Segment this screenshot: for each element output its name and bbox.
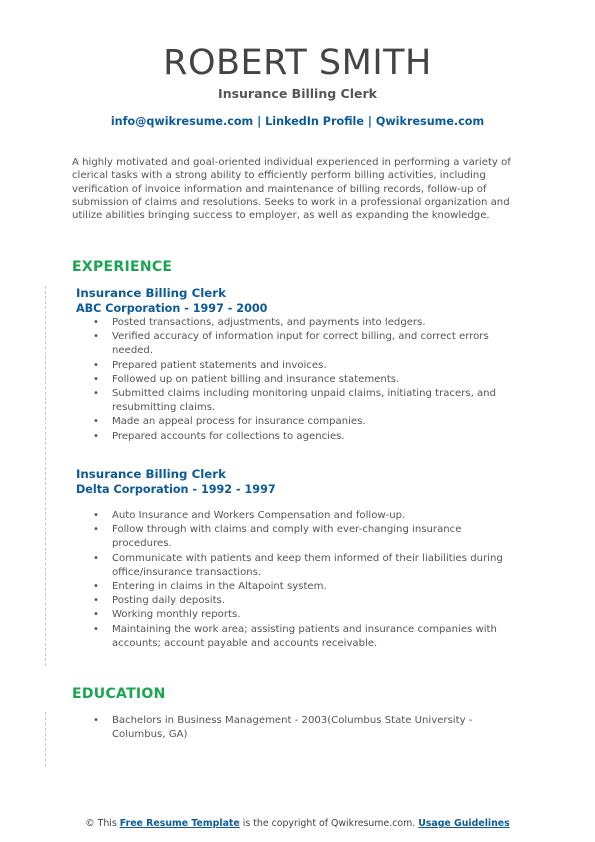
footer-prefix: © This bbox=[85, 818, 117, 829]
bullet-item: • Posted transactions, adjustments, and payments into ledgers. bbox=[76, 316, 506, 330]
footer bbox=[0, 818, 595, 829]
bullet-item: • Prepared accounts for collections to agencies. bbox=[76, 430, 506, 444]
footer-copyright-text: is the copyright of Qwikresume.com. bbox=[242, 818, 416, 829]
bullet-item: • Working monthly reports. bbox=[76, 608, 506, 622]
contact-separator: | bbox=[367, 115, 372, 128]
job-entry-1 bbox=[76, 286, 506, 444]
usage-guidelines-link[interactable]: Usage Guidelines bbox=[418, 818, 510, 829]
education-bullets bbox=[76, 714, 506, 742]
summary-paragraph: A highly motivated and goal-oriented individual experienced in performing a variety of clerical tasks with a strong ability to efficiently perform billing activities, including verification of invoice information and maintenance of billing records, follow-up of submission of claims and resolutions. Seeks to work in a professional organization and utilize abilities bringing success to employer, as well as expanding the knowledge. bbox=[72, 157, 511, 222]
education-entry bbox=[76, 714, 506, 742]
bullet-item: • Communicate with patients and keep them informed of their liabilities during office/insurance transactions. bbox=[76, 552, 506, 580]
job-bullets bbox=[76, 509, 506, 651]
experience-divider-line bbox=[45, 286, 46, 666]
job-title: Insurance Billing Clerk bbox=[76, 286, 226, 300]
contact-line bbox=[0, 115, 595, 128]
bullet-item: • Bachelors in Business Management - 2003(Columbus State University - Columbus, GA) bbox=[76, 714, 506, 742]
job-bullets bbox=[76, 316, 506, 444]
bullet-item: • Follow through with claims and comply with ever-changing insurance procedures. bbox=[76, 523, 506, 551]
free-resume-template-link[interactable]: Free Resume Template bbox=[119, 818, 240, 829]
contact-separator: | bbox=[257, 115, 262, 128]
job-entry-2 bbox=[76, 467, 506, 651]
bullet-item: • Maintaining the work area; assisting patients and insurance companies with accounts; account payable and accounts receivable. bbox=[76, 623, 506, 651]
candidate-name: ROBERT SMITH bbox=[163, 43, 432, 83]
job-company: Delta Corporation - 1992 - 1997 bbox=[76, 483, 276, 496]
bullet-item: • Entering in claims in the Altapoint system. bbox=[76, 580, 506, 594]
bullet-item: • Auto Insurance and Workers Compensation and follow-up. bbox=[76, 509, 506, 523]
education-divider-line bbox=[45, 712, 46, 767]
job-company: ABC Corporation - 1997 - 2000 bbox=[76, 302, 268, 315]
experience-heading: EXPERIENCE bbox=[72, 259, 173, 275]
bullet-item: • Prepared patient statements and invoices. bbox=[76, 359, 506, 373]
bullet-item: • Submitted claims including monitoring unpaid claims, initiating tracers, and resubmitting claims. bbox=[76, 387, 506, 415]
candidate-title: Insurance Billing Clerk bbox=[218, 86, 377, 101]
bullet-item: • Made an appeal process for insurance companies. bbox=[76, 415, 506, 429]
education-heading: EDUCATION bbox=[72, 686, 166, 702]
bullet-item: • Verified accuracy of information input for correct billing, and correct errors needed. bbox=[76, 330, 506, 358]
job-title: Insurance Billing Clerk bbox=[76, 467, 226, 481]
email-link[interactable]: info@qwikresume.com bbox=[110, 115, 254, 128]
website-link[interactable]: Qwikresume.com bbox=[375, 115, 485, 128]
bullet-item: • Followed up on patient billing and insurance statements. bbox=[76, 373, 506, 387]
linkedin-link[interactable]: LinkedIn Profile bbox=[265, 115, 364, 128]
bullet-item: • Posting daily deposits. bbox=[76, 594, 506, 608]
